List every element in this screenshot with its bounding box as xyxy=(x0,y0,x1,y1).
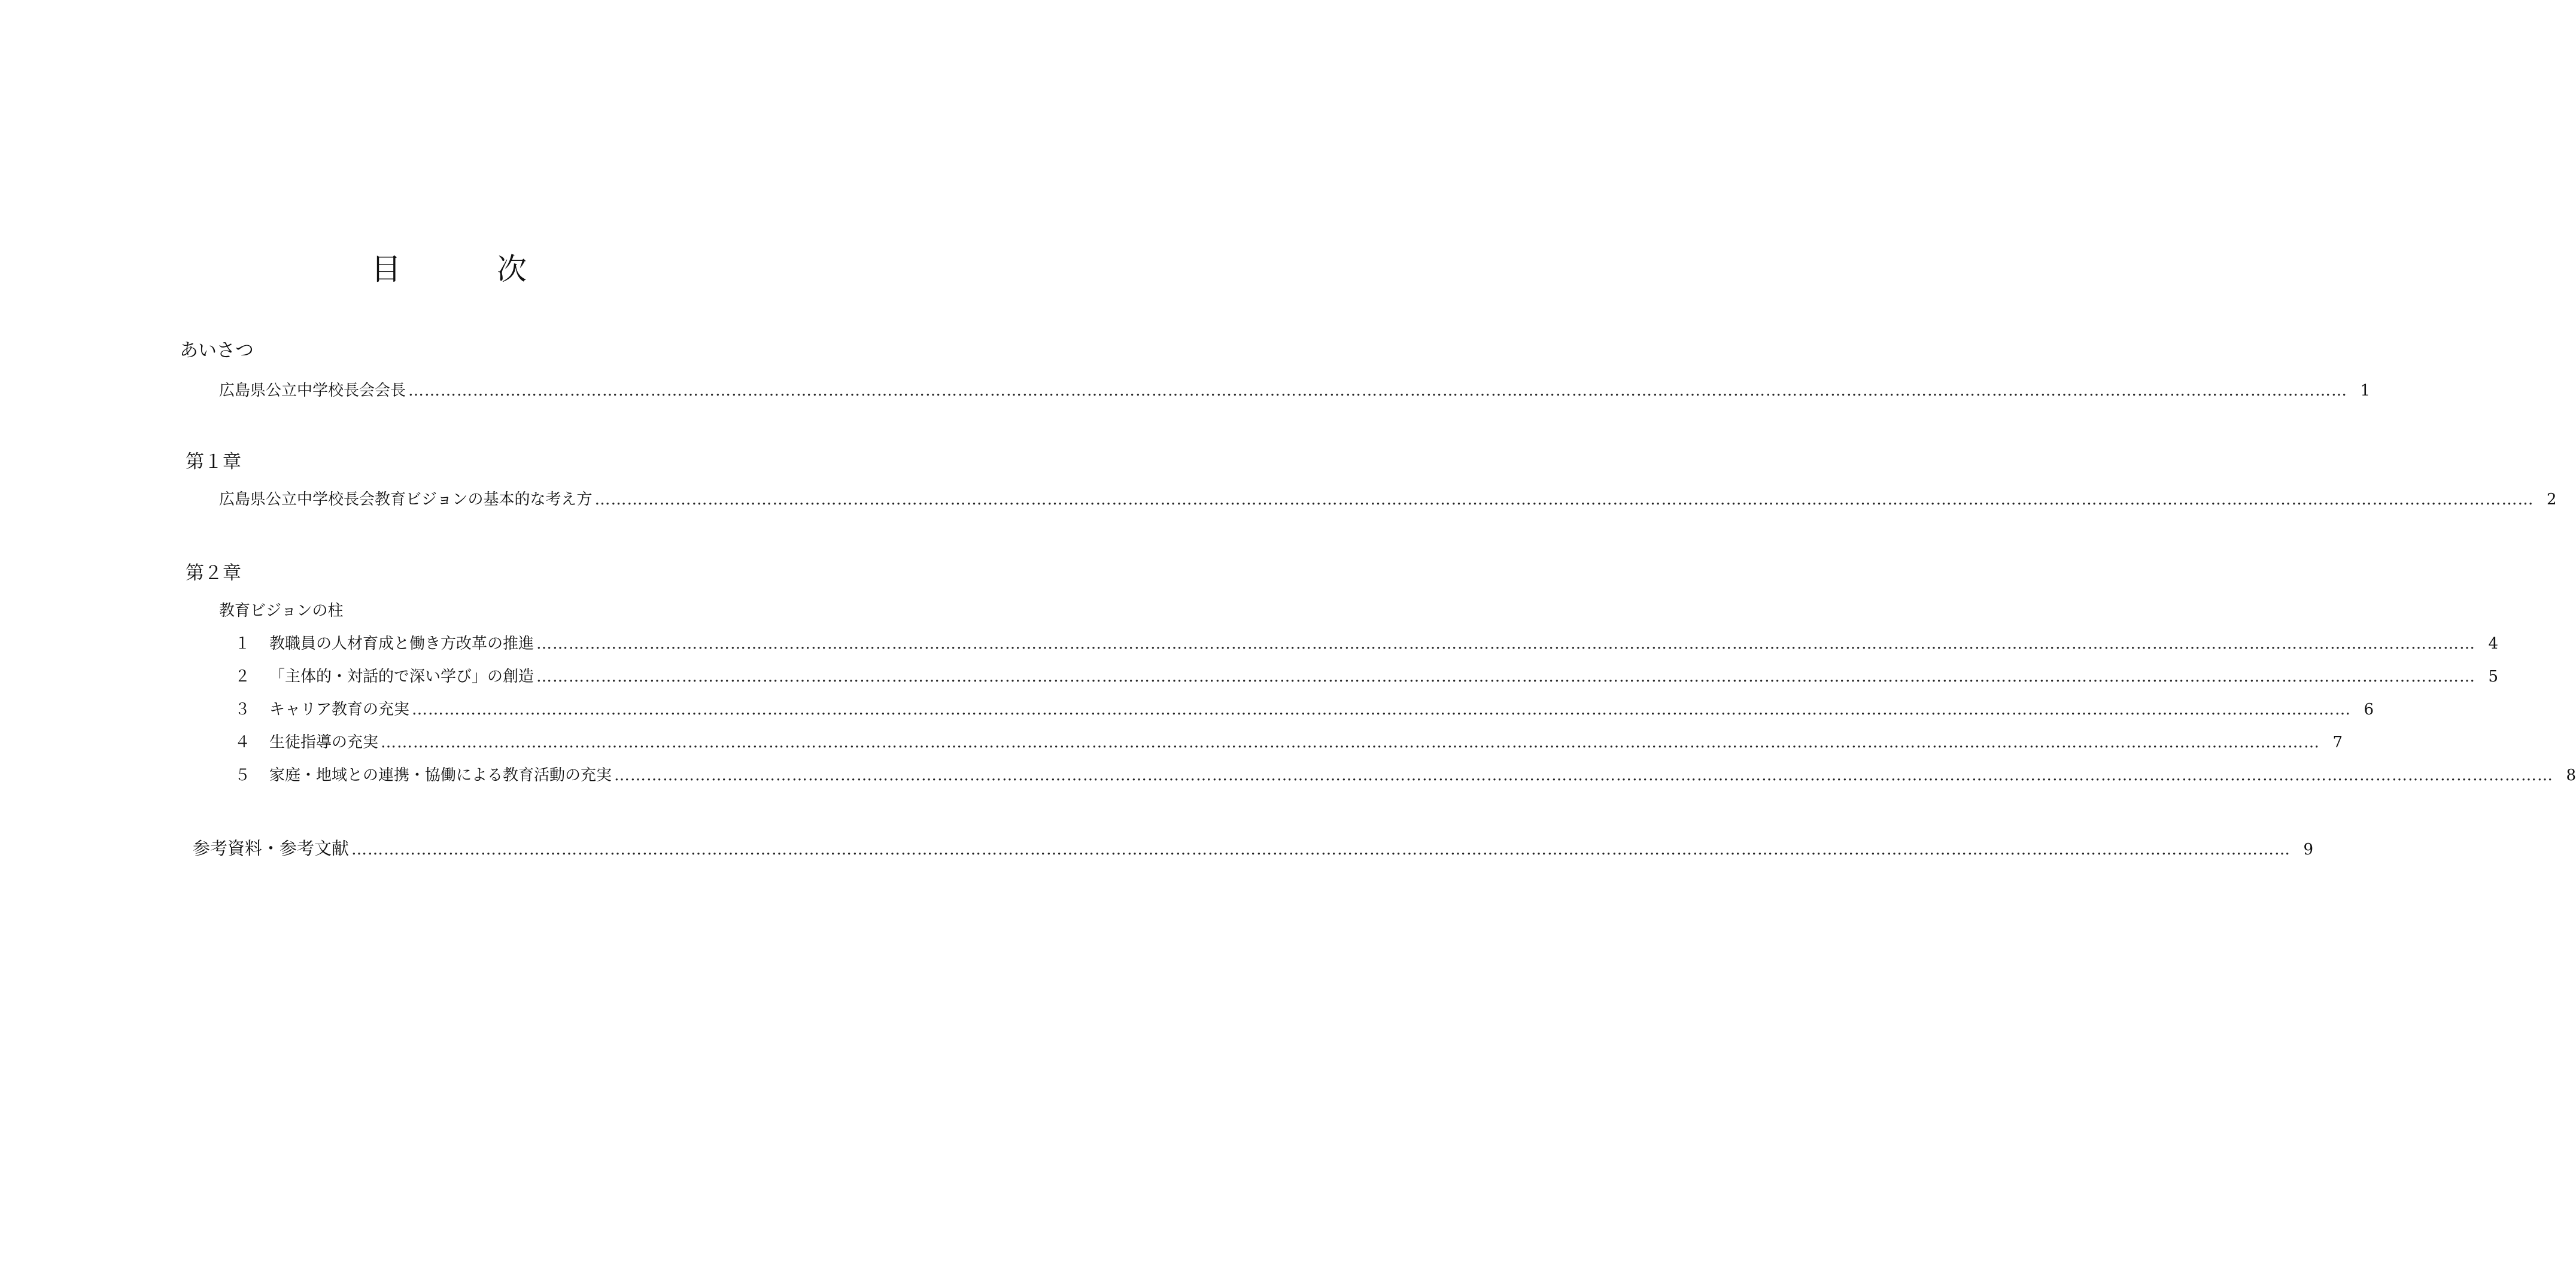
leader-dots: ……………………………………………………………………………………………………………………………………………………………………………………………………………………………………………………………………………………………………………………………… xyxy=(408,382,2348,400)
leader-dots: ……………………………………………………………………………………………………………………………………………………………………………………………………………………………………………………………………………………………………………………………… xyxy=(381,734,2320,751)
toc-entry-pillar-4[interactable] xyxy=(235,732,2343,753)
toc-entry-page: 1 xyxy=(2360,382,2371,400)
toc-entry-number: ５ xyxy=(235,766,251,784)
toc-entry-number: ２ xyxy=(235,668,251,686)
leader-dots: ……………………………………………………………………………………………………………………………………………………………………………………………………………………………………………………………………………………………………………………………… xyxy=(594,491,2534,509)
toc-entry-references[interactable] xyxy=(193,838,2314,860)
leader-dots: ……………………………………………………………………………………………………………………………………………………………………………………………………………………………………………………………………………………………………………………………… xyxy=(536,635,2476,653)
toc-entry-page: 8 xyxy=(2566,766,2576,784)
toc-entry-label: 参考資料・参考文献 xyxy=(193,838,350,859)
leader-dots: ……………………………………………………………………………………………………………………………………………………………………………………………………………………………………………………………………………………………………………………………… xyxy=(351,841,2291,859)
toc-entry-label: 家庭・地域との連携・協働による教育活動の充実 xyxy=(269,766,612,784)
leader-dots: ……………………………………………………………………………………………………………………………………………………………………………………………………………………………………………………………………………………………………………………………… xyxy=(412,701,2352,719)
leader-dots: ……………………………………………………………………………………………………………………………………………………………………………………………………………………………………………………………………………………………………………………………… xyxy=(614,766,2554,784)
toc-entry-pillar-2[interactable] xyxy=(235,666,2499,687)
page-title xyxy=(0,245,898,288)
toc-entry-label: キャリア教育の充実 xyxy=(269,701,410,719)
toc-entry-pillar-5[interactable] xyxy=(235,765,2576,786)
toc-entry-page: 4 xyxy=(2488,635,2499,653)
toc-entry-chapter1[interactable] xyxy=(219,489,2557,510)
toc-entry-page: 2 xyxy=(2546,491,2557,509)
toc-entry-number: ３ xyxy=(235,701,251,719)
toc-entry-number: １ xyxy=(235,635,251,653)
toc-entry-greeting[interactable] xyxy=(219,380,2371,401)
toc-entry-page: 9 xyxy=(2303,841,2314,859)
toc-entry-page: 6 xyxy=(2364,701,2374,719)
leader-dots: ……………………………………………………………………………………………………………………………………………………………………………………………………………………………………………………………………………………………………………………………… xyxy=(536,668,2476,686)
greeting-heading: あいさつ xyxy=(180,340,254,361)
toc-entry-label: 「主体的・対話的で深い学び」の創造 xyxy=(269,668,534,686)
toc-entry-pillar-3[interactable] xyxy=(235,699,2374,720)
toc-entry-pillar-1[interactable] xyxy=(235,633,2499,655)
title-char-2: 次 xyxy=(497,252,527,287)
chapter1-heading: 第１章 xyxy=(186,451,241,473)
title-char-1: 目 xyxy=(371,252,401,287)
toc-entry-page: 5 xyxy=(2488,668,2499,686)
toc-entry-label: 広島県公立中学校長会会長 xyxy=(219,382,406,400)
chapter2-heading: 第２章 xyxy=(186,562,241,584)
toc-entry-label: 広島県公立中学校長会教育ビジョンの基本的な考え方 xyxy=(219,491,593,509)
toc-entry-label: 教職員の人材育成と働き方改革の推進 xyxy=(269,635,534,653)
toc-entry-label: 生徒指導の充実 xyxy=(269,734,379,751)
chapter2-subheading: 教育ビジョンの柱 xyxy=(219,602,344,620)
toc-entry-number: ４ xyxy=(235,734,251,751)
toc-entry-page: 7 xyxy=(2332,734,2343,751)
